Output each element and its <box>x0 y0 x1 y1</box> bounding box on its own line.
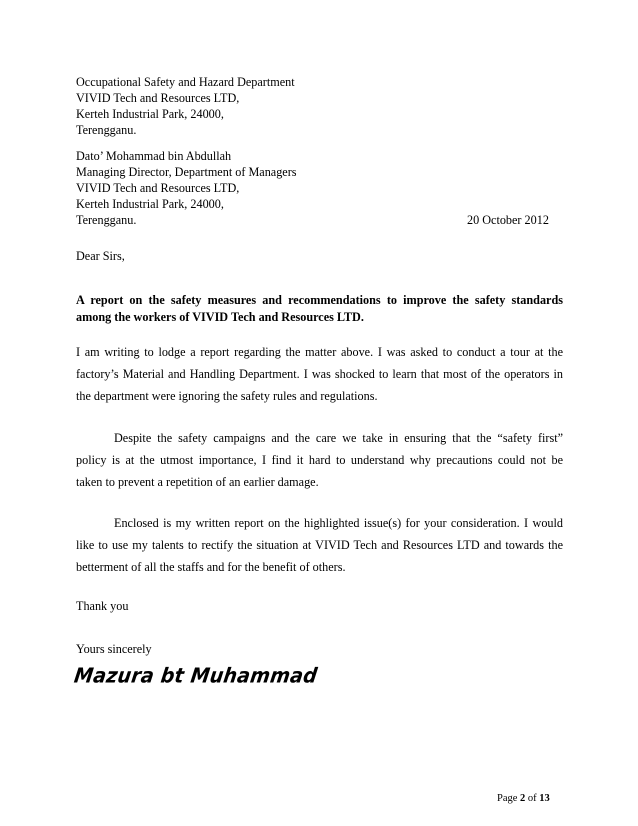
body-paragraph <box>76 427 563 493</box>
letter-date: 20 October 2012 <box>467 213 549 227</box>
paragraph-line: the department were ignoring the safety rules and regulations. <box>76 389 378 403</box>
total-pages: 13 <box>539 793 550 804</box>
paragraph-line: factory’s Material and Handling Department. I was shocked to learn that most of the operators in <box>76 367 563 381</box>
recipient-line: Dato’ Mohammad bin Abdullah <box>76 149 232 163</box>
sender-line: Occupational Safety and Hazard Department <box>76 75 295 89</box>
sender-address <box>76 74 295 138</box>
page-label: Page <box>497 793 518 804</box>
recipient-address <box>76 148 297 228</box>
sender-line: Kerteh Industrial Park, 24000, <box>76 107 224 121</box>
paragraph-line: I am writing to lodge a report regarding the matter above. I was asked to conduct a tour at the <box>76 345 563 359</box>
subject-line: A report on the safety measures and recommendations to improve the safety standards <box>76 293 563 307</box>
subject-line: among the workers of VIVID Tech and Resources LTD. <box>76 310 364 324</box>
subject-heading <box>76 292 563 326</box>
current-page: 2 <box>520 793 526 804</box>
recipient-line: VIVID Tech and Resources LTD, <box>76 181 240 195</box>
salutation: Dear Sirs, <box>76 249 125 263</box>
recipient-line: Managing Director, Department of Managers <box>76 165 297 179</box>
thanks-line: Thank you <box>76 599 129 613</box>
signature: Mazura bt Muhammad <box>72 664 319 688</box>
paragraph-line: Despite the safety campaigns and the care we take in ensuring that the “safety first” <box>114 431 563 445</box>
paragraph-line: like to use my talents to rectify the situation at VIVID Tech and Resources LTD and towards the <box>76 538 563 552</box>
page-number <box>497 792 550 806</box>
recipient-line: Kerteh Industrial Park, 24000, <box>76 197 224 211</box>
sender-line: Terengganu. <box>76 123 137 137</box>
body-paragraph <box>76 512 563 578</box>
paragraph-line: taken to prevent a repetition of an earlier damage. <box>76 475 319 489</box>
paragraph-line: Enclosed is my written report on the highlighted issue(s) for your consideration. I would <box>114 516 563 530</box>
recipient-line: Terengganu. <box>76 213 137 227</box>
of-label: of <box>527 793 537 804</box>
paragraph-line: betterment of all the staffs and for the benefit of others. <box>76 560 346 574</box>
paragraph-line: policy is at the utmost importance, I find it hard to understand why precautions could not be <box>76 453 563 467</box>
body-paragraph <box>76 341 563 407</box>
closing-line: Yours sincerely <box>76 642 152 656</box>
sender-line: VIVID Tech and Resources LTD, <box>76 91 240 105</box>
